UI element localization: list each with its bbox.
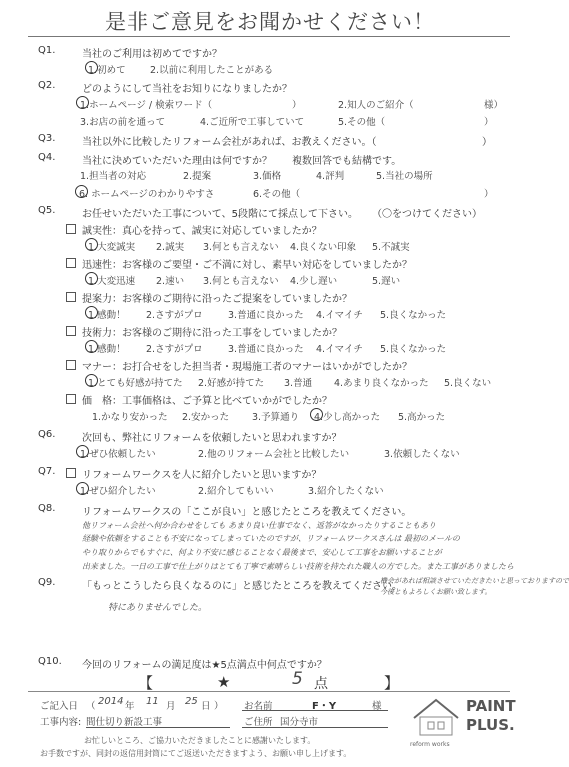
logo-subtitle: reform works <box>410 741 450 748</box>
q2-number: Q2. <box>38 80 56 91</box>
q2-option-2[interactable]: 2.知人のご紹介（ <box>338 100 414 111</box>
address-underline <box>242 727 388 728</box>
score-unit: 点 <box>314 676 328 692</box>
q5-item-6-option-5[interactable]: 5.高かった <box>398 412 446 423</box>
q5-item-1-option-4[interactable]: 4.良くない印象 <box>290 242 357 253</box>
date-paren-close: ） <box>214 701 224 712</box>
date-year-unit: 年 <box>125 701 135 712</box>
q5-item-checkbox[interactable] <box>66 292 76 302</box>
q5-item-4-option-3[interactable]: 3.普通に良かった <box>228 344 304 355</box>
thanks-note: お忙しいところ、ご協力いただきましたことに感謝いたします。 <box>84 736 316 745</box>
name-underline <box>242 710 388 711</box>
q7-option-2[interactable]: 2.紹介してもいい <box>198 486 274 497</box>
q9-number: Q9. <box>38 577 56 588</box>
name-value[interactable]: F・Y <box>312 701 337 712</box>
q5-item-2-option-5[interactable]: 5.遅い <box>372 276 401 287</box>
q5-item-checkbox[interactable] <box>66 360 76 370</box>
score-bracket-close: 】 <box>384 674 400 692</box>
q5-item-checkbox[interactable] <box>66 258 76 268</box>
q7-checkbox[interactable] <box>66 468 76 478</box>
q5-item-6-option-2[interactable]: 2.安かった <box>182 412 230 423</box>
q8-question: リフォームワークスの「ここが良い」と感じたところを教えてください。 <box>82 507 412 518</box>
q5-item-6-option-1[interactable]: 1.かなり安かった <box>92 412 168 423</box>
q5-item-3-option-4[interactable]: 4.イマイチ <box>316 310 363 321</box>
q5-item-5-title: マナー：お打合せをした担当者・現場施工者のマナーはいかがでしたか？ <box>82 362 412 373</box>
q5-item-2-option-3[interactable]: 3.何とも言えない <box>203 276 279 287</box>
score-bracket-open: 【 <box>138 674 154 692</box>
q9-answer: 特にありませんでした。 <box>108 603 208 613</box>
q2-option-1[interactable]: 1.ホームページ / 検索ワード（ <box>80 100 213 111</box>
date-paren-open: （ <box>86 701 96 712</box>
address-label: ご住所 <box>244 717 273 728</box>
q1-question: 当社のご利用は初めてですか？ <box>82 49 222 60</box>
brand-name-line2: PLUS. <box>466 716 515 734</box>
q2-option-5-close: ） <box>484 117 494 128</box>
q5-item-4-title: 技術力：お客様のご期待に沿った工事をしていましたか？ <box>82 328 342 339</box>
q5-item-6-option-3[interactable]: 3.予算通り <box>252 412 300 423</box>
q5-item-checkbox[interactable] <box>66 394 76 404</box>
q3-close: ） <box>482 137 492 148</box>
q8-answer-line: 他リフォーム会社へ何か合わせをしても あまり良い仕事でなく、返答がなかったりすることもあり <box>82 521 436 530</box>
q5-item-3-option-3[interactable]: 3.普通に良かった <box>228 310 304 321</box>
q5-item-3-title: 提案力：お客様のご期待に沿ったご提案をしていましたか？ <box>82 294 352 305</box>
q2-option-1-close: ） <box>292 100 302 111</box>
q5-item-2-title: 迅速性：お客様のご要望・ご不満に対し、素早い対応をしていましたか？ <box>82 260 412 271</box>
q5-item-1-option-5[interactable]: 5.不誠実 <box>372 242 410 253</box>
q5-item-4-option-2[interactable]: 2.さすがプロ <box>146 344 203 355</box>
work-underline <box>86 727 230 728</box>
q8-answer-line: やり取りからでもすぐに、何より不安に感じることなく最後まで、安心して工事をお願いすることが <box>82 548 442 557</box>
q2-option-3[interactable]: 3.お店の前を通って <box>80 117 166 128</box>
q4-option-1[interactable]: 1.担当者の対応 <box>80 171 147 182</box>
q1-option-1[interactable]: 1.初めて <box>88 65 126 76</box>
q5-item-1-option-1[interactable]: 1.大変誠実 <box>88 242 136 253</box>
q5-item-1-option-3[interactable]: 3.何とも言えない <box>203 242 279 253</box>
q5-item-5-option-4[interactable]: 4.あまり良くなかった <box>334 378 429 389</box>
q5-item-2-option-1[interactable]: 1.大変迅速 <box>88 276 136 287</box>
q6-option-1[interactable]: 1.ぜひ依頼したい <box>80 449 156 460</box>
score-value[interactable]: 5 <box>292 669 303 689</box>
q5-item-3-option-5[interactable]: 5.良くなかった <box>380 310 447 321</box>
date-month-unit: 月 <box>166 701 176 712</box>
q5-item-5-option-5[interactable]: 5.良くない <box>444 378 492 389</box>
work-label: 工事内容: <box>40 717 82 728</box>
q7-option-3[interactable]: 3.紹介したくない <box>308 486 384 497</box>
q2-option-4[interactable]: 4.ご近所で工事していて <box>200 117 305 128</box>
q5-item-checkbox[interactable] <box>66 326 76 336</box>
q6-number: Q6. <box>38 429 56 440</box>
q1-number: Q1. <box>38 45 56 56</box>
q8-number: Q8. <box>38 503 56 514</box>
address-value: 国分寺市 <box>280 717 319 728</box>
name-suffix: 様 <box>372 701 382 712</box>
q4-option-other[interactable]: 6.その他（ <box>253 189 301 200</box>
q3-number: Q3. <box>38 133 56 144</box>
date-day-unit: 日 <box>201 701 211 712</box>
q6-option-3[interactable]: 3.依頼したくない <box>384 449 460 460</box>
q1-option-2[interactable]: 2.以前に利用したことがある <box>150 65 274 76</box>
q4-option-3[interactable]: 3.価格 <box>253 171 282 182</box>
q5-item-1-option-2[interactable]: 2.誠実 <box>156 242 185 253</box>
q10-number: Q10. <box>38 656 62 667</box>
q8-answer-line: 経験や依頼をすることも不安になってしまっていたのですが、リフォームワークスさんは 最初のメールの <box>82 534 460 543</box>
q5-item-5-option-2[interactable]: 2.好感が持てた <box>198 378 265 389</box>
footer-divider <box>28 691 510 692</box>
q4-question: 当社に決めていただいた理由は何ですか？ <box>82 156 272 167</box>
q4-option-6[interactable]: 6. ホームページのわかりやすさ <box>79 189 215 200</box>
q5-item-3-option-2[interactable]: 2.さすがプロ <box>146 310 203 321</box>
date-label: ご記入日 <box>40 701 79 712</box>
q7-option-1[interactable]: 1.ぜひ紹介したい <box>80 486 156 497</box>
page-title: 是非ご意見をお聞かせください！ <box>105 10 435 34</box>
q5-item-checkbox[interactable] <box>66 224 76 234</box>
q8-answer-line: 出来ました。一日の工事で仕上がりはとても丁寧で素晴らしい技術を持たれた職人の方でした。また工事がありましたら <box>82 562 514 571</box>
q9-question: 「もっとこうしたら良くなるのに」と感じたところを教えてください。 <box>82 581 402 592</box>
q5-item-2-option-4[interactable]: 4.少し遅い <box>290 276 338 287</box>
q5-item-5-option-1[interactable]: 1.とても好感が持てた <box>88 378 183 389</box>
q4-option-2[interactable]: 2.提案 <box>183 171 212 182</box>
q5-note: （〇をつけてください） <box>372 209 482 220</box>
q5-item-6-title: 価 格：工事価格は、ご予算と比べていかがでしたか？ <box>82 396 332 407</box>
star-icon: ★ <box>217 673 231 691</box>
q5-number: Q5. <box>38 205 56 216</box>
q4-note: 複数回答でも結構です。 <box>292 156 402 167</box>
q4-option-other-close: ） <box>484 189 494 200</box>
q5-item-5-option-3[interactable]: 3.普通 <box>284 378 313 389</box>
q4-number: Q4. <box>38 152 56 163</box>
date-year[interactable]: 2014 <box>98 696 124 707</box>
name-label: お名前 <box>244 701 273 712</box>
date-month[interactable]: 11 <box>146 696 159 707</box>
q7-question: リフォームワークスを人に紹介したいと思いますか？ <box>82 470 322 481</box>
q2-option-2-close: 様） <box>484 100 504 111</box>
q2-option-5[interactable]: 5.その他（ <box>338 117 386 128</box>
q4-option-4[interactable]: 4.評判 <box>316 171 345 182</box>
q3-question: 当社以外に比較したリフォーム会社があれば、お教えください。（ <box>82 137 377 148</box>
q5-item-6-option-4[interactable]: 4.少し高かった <box>314 412 381 423</box>
q10-question: 今回のリフォームの満足度は★5点満点中何点ですか？ <box>82 660 327 671</box>
q7-number: Q7. <box>38 466 56 477</box>
title-divider <box>28 36 510 37</box>
brand-name-line1: PAINT <box>466 697 516 715</box>
work-value: 間仕切り新設工事 <box>86 717 163 728</box>
q5-item-1-title: 誠実性：真心を持って、誠実に対応していましたか？ <box>82 226 322 237</box>
q5-item-4-option-4[interactable]: 4.イマイチ <box>316 344 363 355</box>
q6-question: 次回も、弊社にリフォームを依頼したいと思われますか？ <box>82 433 342 444</box>
return-note: お手数ですが、同封の返信用封筒にてご返送いただきますよう、お願い申し上げます。 <box>40 749 352 758</box>
q5-item-3-option-1[interactable]: 1.感動！ <box>88 310 126 321</box>
q5-question: お任せいただいた工事について、5段階にて採点して下さい。 <box>82 209 358 220</box>
date-day[interactable]: 25 <box>185 696 198 707</box>
q5-item-4-option-1[interactable]: 1.感動！ <box>88 344 126 355</box>
house-logo-icon <box>410 696 462 742</box>
q9-side-note: 今後ともよろしくお願い致します。 <box>380 588 492 596</box>
q6-option-2[interactable]: 2.他のリフォーム会社と比較したい <box>198 449 350 460</box>
q5-item-4-option-5[interactable]: 5.良くなかった <box>380 344 447 355</box>
q4-option-5[interactable]: 5.当社の場所 <box>376 171 433 182</box>
q2-question: どのようにして当社をお知りになりましたか？ <box>82 84 292 95</box>
q9-side-note: 機会があれば相談させていただきたいと思っておりますので <box>380 577 569 585</box>
q5-item-2-option-2[interactable]: 2.速い <box>156 276 185 287</box>
